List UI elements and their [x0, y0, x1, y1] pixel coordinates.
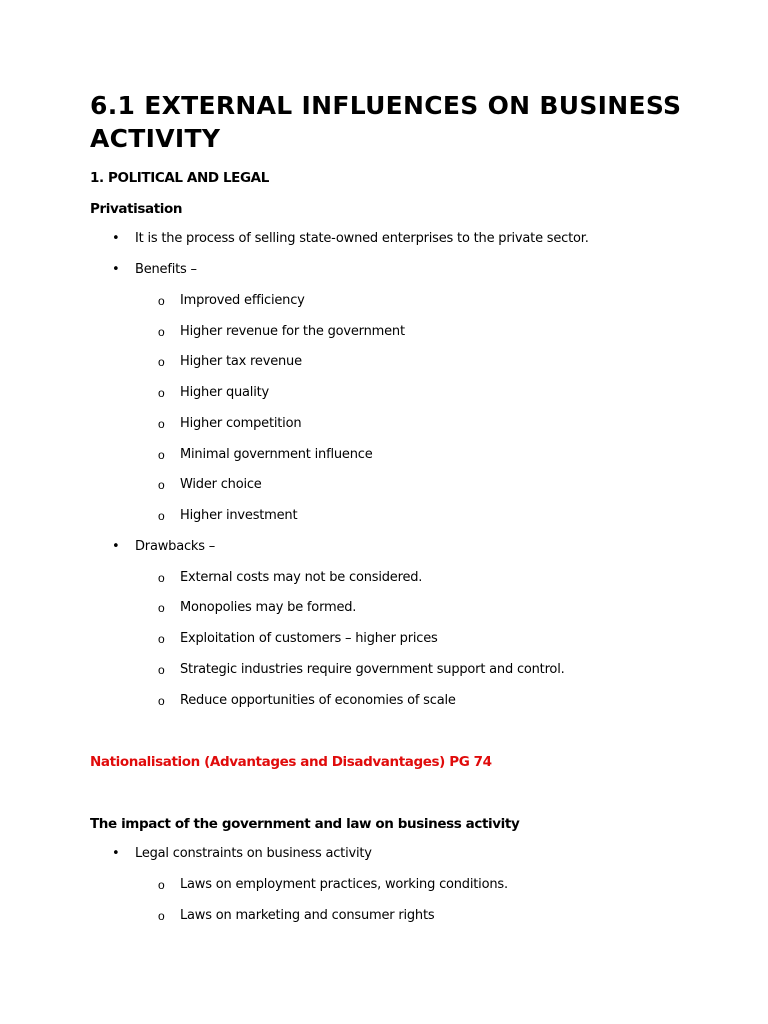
legal-constraints-label: Legal constraints on business activity [135, 846, 372, 861]
sub-bullet-icon: o [158, 663, 165, 677]
sub-bullet-icon: o [158, 417, 165, 431]
sub-bullet-icon: o [158, 571, 165, 585]
benefit-item: Higher tax revenue [180, 354, 302, 369]
drawbacks-label: Drawbacks – [135, 539, 216, 554]
sub-bullet-icon: o [158, 509, 165, 523]
drawback-item: Reduce opportunities of economies of scale [180, 693, 456, 708]
benefits-label: Benefits – [135, 262, 197, 277]
impact-heading: The impact of the government and law on business activity [90, 816, 520, 832]
sub-bullet-icon: o [158, 632, 165, 646]
benefit-item: Higher investment [180, 508, 298, 523]
benefit-item: Minimal government influence [180, 447, 373, 462]
law-item: Laws on employment practices, working conditions. [180, 877, 508, 892]
bullet-icon: • [112, 262, 120, 277]
benefit-item: Improved efficiency [180, 293, 305, 308]
benefit-item: Higher competition [180, 416, 302, 431]
sub-bullet-icon: o [158, 878, 165, 892]
drawback-item: Monopolies may be formed. [180, 600, 357, 615]
sub-bullet-icon: o [158, 355, 165, 369]
benefit-item: Higher quality [180, 385, 270, 400]
page-title: 6.1 EXTERNAL INFLUENCES ON BUSINESS ACTIVITY [90, 91, 682, 153]
privatisation-heading: Privatisation [90, 201, 183, 217]
drawback-item: External costs may not be considered. [180, 570, 423, 585]
sub-bullet-icon: o [158, 325, 165, 339]
definition-text: It is the process of selling state-owned enterprises to the private sector. [135, 231, 589, 246]
bullet-icon: • [112, 231, 120, 246]
benefit-item: Wider choice [180, 477, 262, 492]
section-heading: 1. POLITICAL AND LEGAL [90, 170, 269, 186]
sub-bullet-icon: o [158, 294, 165, 308]
sub-bullet-icon: o [158, 478, 165, 492]
bullet-icon: • [112, 846, 120, 861]
sub-bullet-icon: o [158, 386, 165, 400]
bullet-icon: • [112, 539, 120, 554]
law-item: Laws on marketing and consumer rights [180, 908, 435, 923]
drawback-item: Strategic industries require government support and control. [180, 662, 565, 677]
nationalisation-heading: Nationalisation (Advantages and Disadvantages) PG 74 [90, 754, 492, 770]
sub-bullet-icon: o [158, 694, 165, 708]
sub-bullet-icon: o [158, 909, 165, 923]
benefit-item: Higher revenue for the government [180, 324, 405, 339]
drawback-item: Exploitation of customers – higher prices [180, 631, 438, 646]
sub-bullet-icon: o [158, 601, 165, 615]
sub-bullet-icon: o [158, 448, 165, 462]
